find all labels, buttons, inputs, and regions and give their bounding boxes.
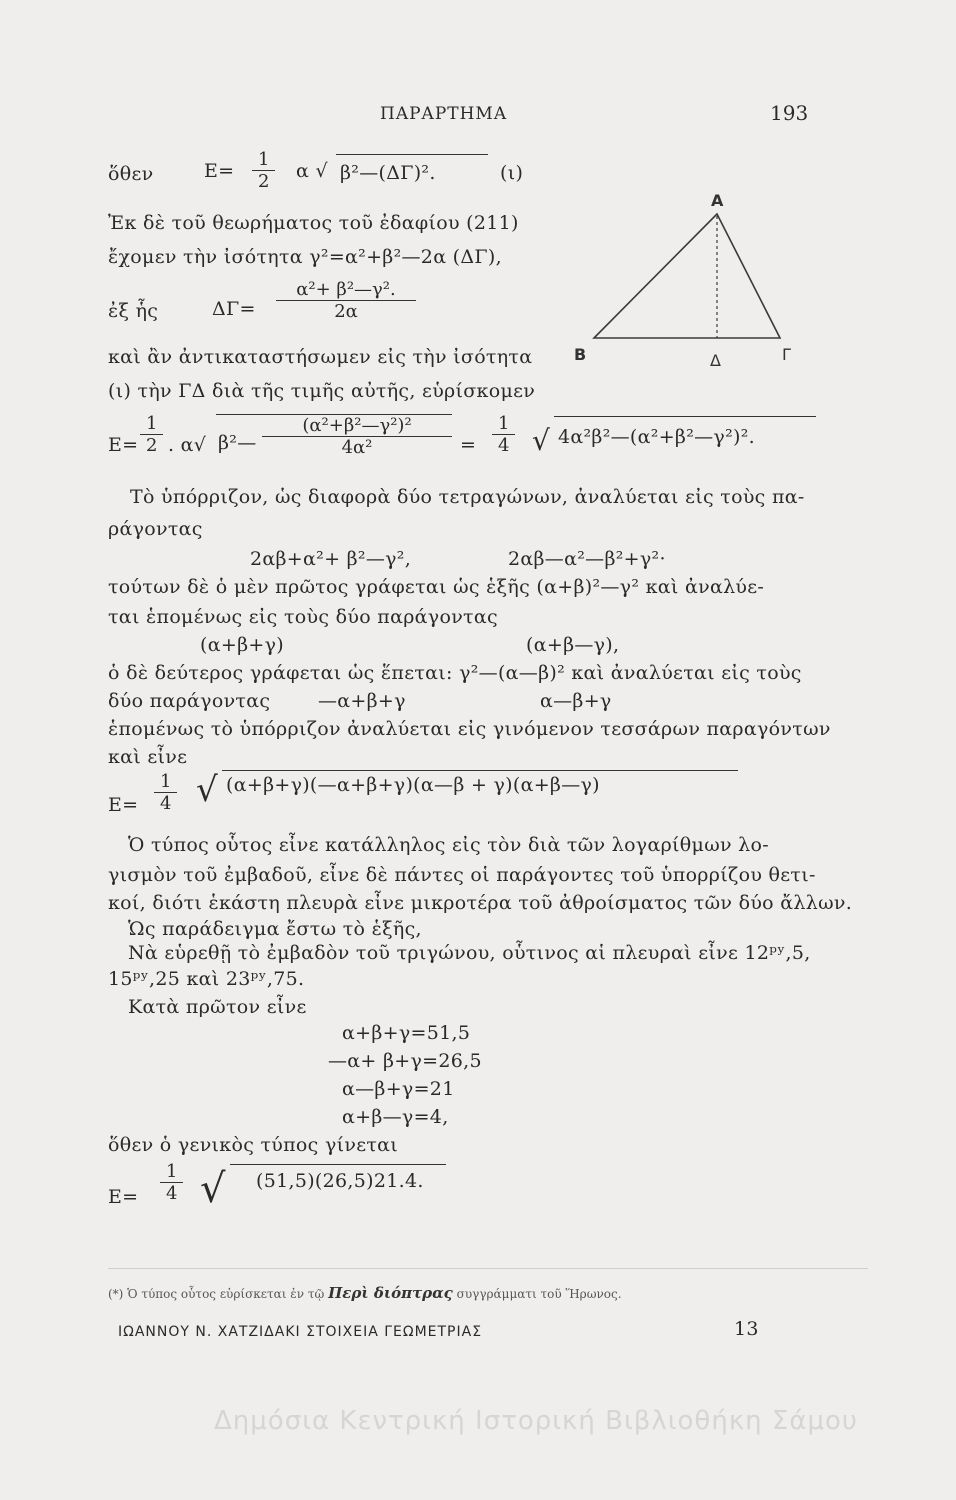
fraction-numerator: 1 [160,771,172,792]
text-line: Ὁ τύπος οὗτος εἶνε κατάλληλος εἰς τὸν διὰ τῶν λογαρίθμων λο- [128,834,769,856]
text-line: ὁ δὲ δεύτερος γράφεται ὡς ἕπεται: γ²—(α—β)² καὶ ἀναλύεται εἰς τοὺς [108,662,802,684]
text-line: Τὸ ὑπόρριζον, ὡς διαφορὰ δύο τετραγώνων, ἀναλύεται εἰς τοὺς πα- [130,486,805,508]
radical-sign: √ [200,1166,226,1212]
formula-radicand: (51,5)(26,5)21.4. [256,1170,424,1192]
formula-radicand: β²— [218,432,257,454]
formula-alpha-root: . α√ [168,434,207,456]
text-line: ράγοντας [108,518,203,540]
text-line: καὶ εἶνε [108,746,188,768]
fraction-numerator: (α²+β²—γ²)² [302,415,412,436]
sum-expression: —α+ β+γ=26,5 [328,1050,482,1072]
factor-expression: (α+β—γ), [526,634,620,656]
page-number: 193 [770,101,809,125]
fraction-quarter [160,1162,183,1205]
fraction-denominator: 4α² [341,437,373,458]
text-line: (ι) τὴν ΓΔ διὰ τῆς τιμῆς αὐτῆς, εὑρίσκομεν [108,380,536,402]
equals-sign: = [460,434,477,456]
fraction-denominator: 4 [498,435,510,456]
radical-vinculum [336,154,488,155]
formula-lead: ἐξ ἧς [108,300,159,322]
fraction-denominator: 2 [258,171,270,192]
footnote-text: Ὁ τύπος οὗτος εὑρίσκεται ἐν τῷ [127,1287,325,1301]
text-line: Νὰ εὑρεθῇ τὸ ἐμβαδὸν τοῦ τριγώνου, οὗτινος αἱ πλευραὶ εἶνε 12ᵖʸ,5, [128,942,811,964]
radical-vinculum [230,1164,446,1165]
text-line: Ὡς παράδειγμα ἔστω τὸ ἑξῆς, [128,918,422,940]
radical-sign: √ [532,424,550,457]
formula-lhs: E= [108,794,139,816]
fraction-denominator: 2 [146,435,158,456]
signature-line: ΙΩΑΝΝΟΥ Ν. ΧΑΤΖΙΔΑΚΙ ΣΤΟΙΧΕΙΑ ΓΕΩΜΕΤΡΙΑΣ [118,1324,483,1340]
formula-lhs: E= [108,1186,139,1208]
text-line: ἑπομένως τὸ ὑπόρριζον ἀναλύεται εἰς γινόμενον τεσσάρων παραγόντων [108,718,831,740]
vertex-label-a: A [711,191,724,210]
formula-lhs: E= [204,160,235,182]
footnote-text: συγγράμματι τοῦ Ἥρωνος. [456,1287,622,1301]
factor-expression: 2αβ+α²+ β²—γ², [250,548,412,570]
text-line: τούτων δὲ ὁ μὲν πρῶτος γράφεται ὡς ἑξῆς (α+β)²—γ² καὶ ἀναλύε- [108,576,765,598]
fraction-numerator: 1 [166,1161,178,1182]
radical-sign: √ [196,770,218,810]
fraction-numerator: 1 [258,149,270,170]
text-line: 15ᵖʸ,25 καὶ 23ᵖʸ,75. [108,968,305,990]
factor-expression: —α+β+γ [318,690,406,712]
fraction-quarter [492,414,515,457]
text-line: ὅθεν ὁ γενικὸς τύπος γίνεται [108,1134,399,1156]
formula-radicand: (α+β+γ)(—α+β+γ)(α—β + γ)(α+β—γ) [226,774,600,796]
fraction-half [140,414,163,457]
equation-tag: (ι) [500,162,524,184]
running-header: ΠΑΡΑΡΤΗΜΑ [380,104,508,124]
formula-radicand: 4α²β²—(α²+β²—γ²)². [558,426,755,448]
triangle-outline [594,214,780,338]
formula-lhs: E= [108,434,139,456]
fraction-squared [262,416,452,459]
sheet-number: 13 [734,1318,759,1340]
text-line: κοί, διότι ἑκάστη πλευρὰ εἶνε μικροτέρα τοῦ ἀθροίσματος τῶν δύο ἄλλων. [108,892,853,914]
footnote-work-title: Περὶ διόπτρας [328,1284,453,1302]
text-line: Κατὰ πρῶτον εἶνε [128,996,307,1018]
text-line: Ἐκ δὲ τοῦ θεωρήματος τοῦ ἐδαφίου (211) [108,212,519,234]
text-line: γισμὸν τοῦ ἐμβαδοῦ, εἶνε δὲ πάντες οἱ παράγοντες τοῦ ὑπορρίζου θετι- [108,864,816,886]
formula-alpha-root: α √ [296,160,328,182]
text-line: ται ἑπομένως εἰς τοὺς δύο παράγοντας [108,606,498,628]
text-line: δύο παράγοντας [108,690,271,712]
factor-expression: 2αβ—α²—β²+γ²· [508,548,666,570]
radical-vinculum [554,416,816,417]
fraction-denominator: 4 [166,1183,178,1204]
text-line: ἔχομεν τὴν ἰσότητα γ²=α²+β²—2α (ΔΓ), [108,246,502,268]
fraction-denominator: 4 [160,793,172,814]
triangle-figure [560,186,820,376]
vertex-label-b: B [574,345,587,364]
formula-lhs: ΔΓ= [212,298,256,320]
footnote [108,1284,622,1302]
fraction-half [252,150,275,193]
radical-vinculum [222,770,738,771]
sum-expression: α+β+γ=51,5 [342,1022,471,1044]
formula-radicand: β²—(ΔΓ)². [340,162,436,184]
footnote-mark: (*) [108,1287,124,1301]
fraction-dg [276,280,416,323]
fraction-numerator: α²+ β²—γ². [296,279,396,300]
factor-expression: α—β+γ [540,690,612,712]
vertex-label-delta: Δ [710,351,721,370]
fraction-quarter [154,772,177,815]
fraction-numerator: 1 [146,413,158,434]
sum-expression: α—β+γ=21 [342,1078,455,1100]
fraction-numerator: 1 [498,413,510,434]
library-watermark: Δημόσια Κεντρική Ιστορική Βιβλιοθήκη Σάμου [214,1406,858,1436]
formula-lead: ὅθεν [108,163,154,185]
vertex-label-gamma: Γ [782,345,791,364]
factor-expression: (α+β+γ) [200,634,284,656]
fraction-denominator: 2α [334,301,358,322]
sum-expression: α+β—γ=4, [342,1106,449,1128]
text-line: καὶ ἂν ἀντικαταστήσωμεν εἰς τὴν ἰσότητα [108,346,533,368]
footnote-rule [108,1268,868,1269]
